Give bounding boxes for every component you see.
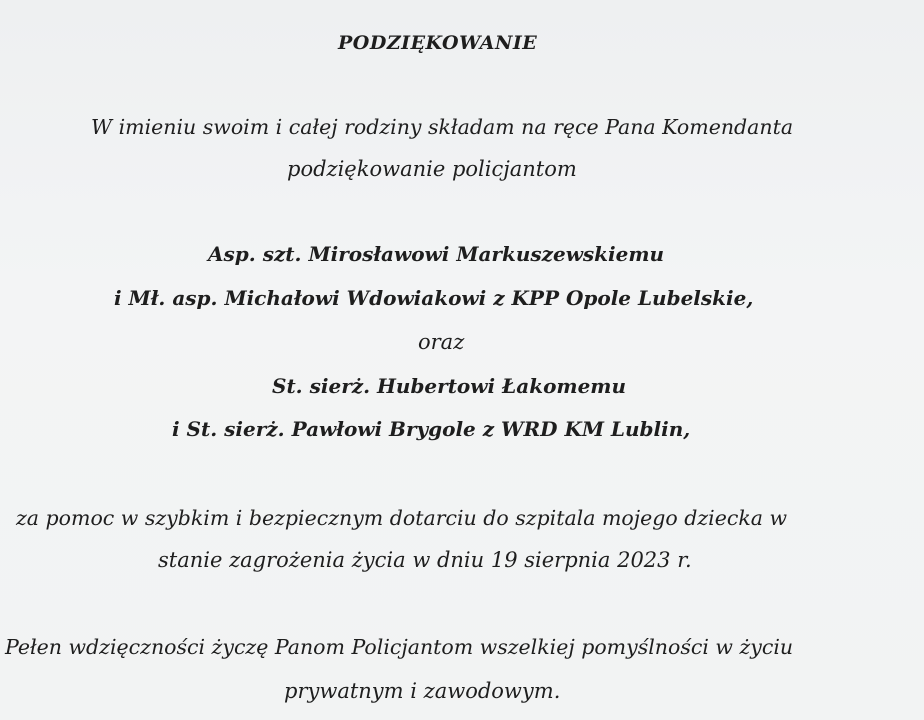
letter-title: PODZIĘKOWANIE [338,32,538,54]
intro-line-1: W imieniu swoim i całej rodziny składam na ręce Pana Komendanta [91,115,794,139]
officer-name-4: i St. sierż. Pawłowi Brygole z WRD KM Lublin, [172,417,691,441]
officer-name-1: Asp. szt. Mirosławowi Markuszewskiemu [208,242,665,266]
reason-line-2: stanie zagrożenia życia w dniu 19 sierpnia 2023 r. [158,548,692,572]
closing-line-2: prywatnym i zawodowym. [284,679,561,703]
reason-line-1: za pomoc w szybkim i bezpiecznym dotarciu do szpitala mojego dziecka w [16,506,788,530]
closing-line-1: Pełen wdzięczności życzę Panom Policjantom wszelkiej pomyślności w życiu [5,635,794,659]
conjunction-text: oraz [418,330,465,354]
officer-name-3: St. sierż. Hubertowi Łakomemu [272,374,626,398]
officer-name-2: i Mł. asp. Michałowi Wdowiakowi z KPP Opole Lubelskie, [114,286,754,310]
intro-line-2: podziękowanie policjantom [287,157,577,181]
